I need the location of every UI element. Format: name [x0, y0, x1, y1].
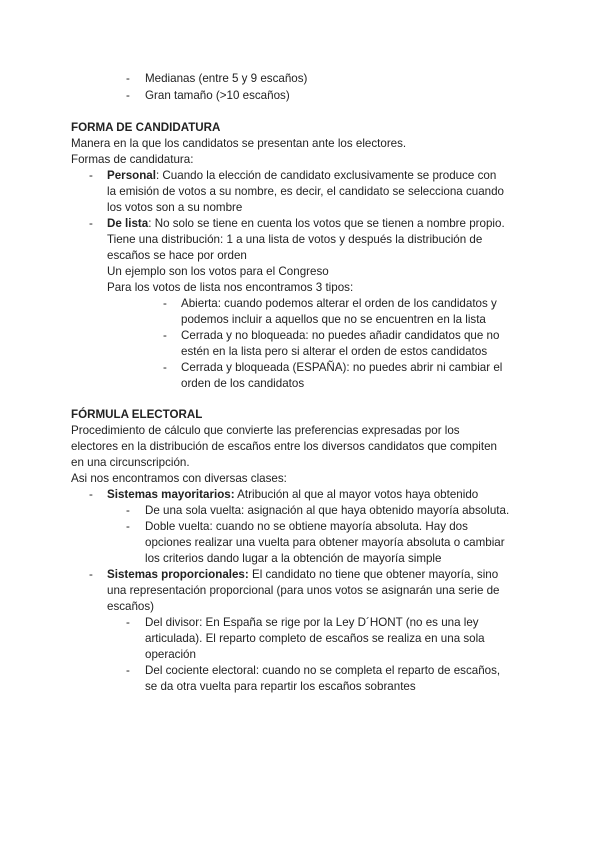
paragraph-line: los votos son a su nombre [107, 201, 243, 214]
paragraph-line: en una circunscripción. [71, 456, 190, 469]
list-item: Medianas (entre 5 y 9 escaños) [145, 72, 308, 85]
list-item: Del cociente electoral: cuando no se completa el reparto de escaños, [145, 664, 501, 677]
paragraph-line: Asi nos encontramos con diversas clases: [71, 472, 287, 485]
term-mayoritarios: Sistemas mayoritarios: [107, 488, 235, 501]
list-dash: - [89, 568, 93, 581]
list-item-continuation: se da otra vuelta para repartir los escaños sobrantes [145, 680, 416, 693]
term-lista: De lista [107, 217, 149, 230]
list-item-continuation: podemos incluir a aquellos que no se encuentren en la lista [181, 313, 486, 326]
list-item-mayoritarios [107, 487, 478, 503]
list-dash: - [89, 217, 93, 230]
item-text: : No solo se tiene en cuenta los votos que se tienen a nombre propio. [148, 217, 505, 230]
list-item-continuation: articulada). El reparto completo de escaños se realiza en una sola [145, 632, 485, 645]
list-item: Gran tamaño (>10 escaños) [145, 89, 290, 102]
paragraph-line: Manera en la que los candidatos se presentan ante los electores. [71, 137, 407, 150]
item-text: : Cuando la elección de candidato exclusivamente se produce con [155, 169, 497, 182]
list-item-proporcionales [107, 567, 498, 583]
list-item: Cerrada y no bloqueada: no puedes añadir candidatos que no [181, 329, 500, 342]
item-text: Atribución al que al mayor votos haya obtenido [234, 488, 479, 501]
list-item-continuation: los criterios dando lugar a la obtención de mayoría simple [145, 552, 442, 565]
list-dash: - [89, 169, 93, 182]
list-item: Doble vuelta: cuando no se obtiene mayoría absoluta. Hay dos [145, 520, 468, 533]
list-item: De una sola vuelta: asignación al que haya obtenido mayoría absoluta. [145, 504, 510, 517]
list-item-personal [107, 168, 496, 184]
paragraph-line: Formas de candidatura: [71, 153, 194, 166]
paragraph-line: Procedimiento de cálculo que convierte las preferencias expresadas por los [71, 424, 460, 437]
list-item-continuation: estén en la lista pero si alterar el orden de estos candidatos [181, 345, 488, 358]
list-dash: - [126, 520, 130, 533]
list-dash: - [126, 504, 130, 517]
list-item-continuation: opciones realizar una vuelta para obtener mayoría absoluta o cambiar [145, 536, 505, 549]
paragraph-line: Tiene una distribución: 1 a una lista de votos y después la distribución de [107, 233, 483, 246]
list-item: Cerrada y bloqueada (ESPAÑA): no puedes abrir ni cambiar el [181, 361, 503, 374]
list-item-continuation: orden de los candidatos [181, 377, 305, 390]
list-item-continuation: operación [145, 648, 196, 661]
paragraph-line: electores en la distribución de escaños entre los diversos candidatos que compiten [71, 440, 497, 453]
item-text: El candidato no tiene que obtener mayoría, sino [248, 568, 499, 581]
paragraph-line: escaños) [107, 600, 155, 613]
section-heading-candidatura: FORMA DE CANDIDATURA [71, 121, 221, 134]
paragraph-line: la emisión de votos a su nombre, es decir, el candidato se selecciona cuando [107, 185, 505, 198]
section-heading-formula: FÓRMULA ELECTORAL [71, 408, 203, 421]
paragraph-line: una representación proporcional (para unos votos se asignarán una serie de [107, 584, 500, 597]
paragraph-line: escaños se hace por orden [107, 249, 247, 262]
list-dash: - [126, 89, 130, 102]
paragraph-line: Para los votos de lista nos encontramos 3 tipos: [107, 281, 354, 294]
list-dash: - [126, 616, 130, 629]
term-personal: Personal [107, 169, 156, 182]
list-item: Abierta: cuando podemos alterar el orden de los candidatos y [181, 297, 497, 310]
list-dash: - [163, 297, 167, 310]
list-dash: - [126, 72, 130, 85]
term-proporcionales: Sistemas proporcionales: [107, 568, 249, 581]
paragraph-line: Un ejemplo son los votos para el Congreso [107, 265, 329, 278]
list-item: Del divisor: En España se rige por la Ley D´HONT (no es una ley [145, 616, 479, 629]
list-dash: - [89, 488, 93, 501]
list-dash: - [126, 664, 130, 677]
list-item-lista [107, 216, 505, 232]
list-dash: - [163, 361, 167, 374]
list-dash: - [163, 329, 167, 342]
